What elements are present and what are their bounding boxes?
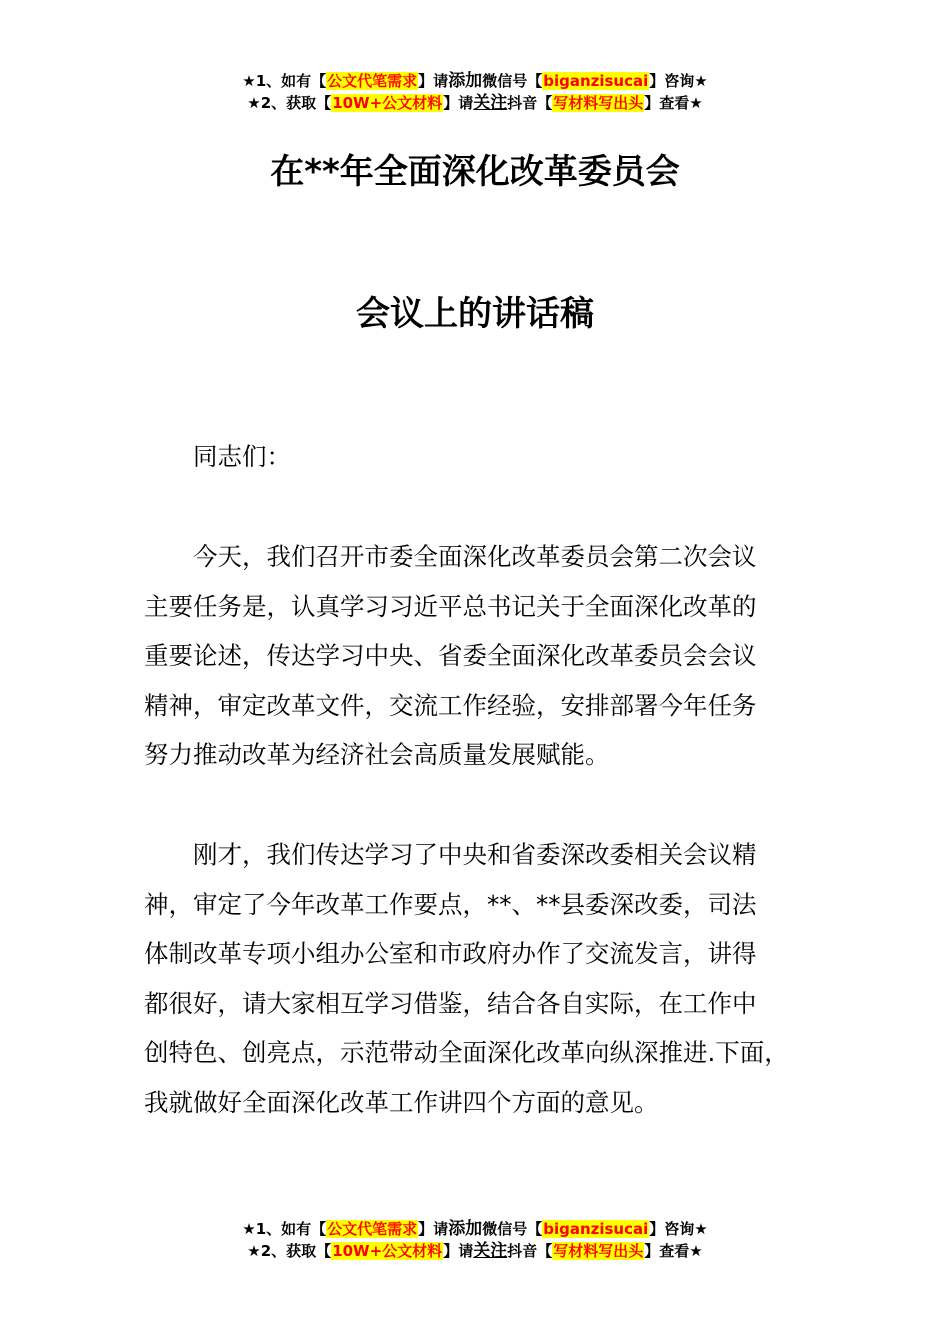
- document-title-line-1: 在**年全面深化改革委员会: [270, 152, 680, 192]
- promo-line-2: ★2、获取【10W+公文材料】请关注抖音【写材料写出头】查看★: [247, 93, 703, 113]
- paragraph-2: [144, 830, 834, 1127]
- text-line: 主要任务是，认真学习习近平总书记关于全面深化改革的: [144, 591, 757, 621]
- text-line: 体制改革专项小组办公室和市政府办作了交流发言，讲得: [144, 939, 757, 968]
- promo-line-2: ★2、获取【10W+公文材料】请关注抖音【写材料写出头】查看★: [247, 1241, 703, 1261]
- promo-footer: [0, 1218, 950, 1262]
- text-line: 努力推动改革为经济社会高质量发展赋能。: [144, 740, 610, 769]
- promo-highlight: 公文代笔需求: [327, 1220, 418, 1238]
- text-line: 今天，我们召开市委全面深化改革委员会第二次会议: [193, 542, 757, 571]
- document-title-line-2: 会议上的讲话稿: [356, 294, 594, 334]
- promo-douyin-id: 写材料写出头: [553, 1242, 644, 1260]
- text-line: 都很好，请大家相互学习借鉴，结合各自实际，在工作中: [144, 988, 757, 1018]
- text-line: 神，审定了今年改革工作要点，**、**县委深改委，司法: [144, 889, 757, 919]
- promo-wechat-id: biganzisucai: [543, 72, 649, 90]
- promo-highlight: 公文代笔需求: [327, 72, 418, 90]
- text-line: 刚才，我们传达学习了中央和省委深改委相关会议精: [193, 840, 757, 869]
- text-line: 重要论述，传达学习中央、省委全面深化改革委员会会议: [144, 641, 757, 670]
- promo-line-1: ★1、如有【公文代笔需求】请添加微信号【biganzisucai】咨询★: [242, 1219, 708, 1239]
- promo-highlight: 10W+公文材料: [332, 1242, 443, 1260]
- salutation: 同志们：: [193, 442, 291, 471]
- promo-header: [0, 70, 950, 114]
- promo-douyin-id: 写材料写出头: [553, 94, 644, 112]
- text-line: 我就做好全面深化改革工作讲四个方面的意见。: [144, 1087, 659, 1117]
- promo-line-1: ★1、如有【公文代笔需求】请添加微信号【biganzisucai】咨询★: [242, 71, 708, 91]
- text-line: 创特色、创亮点，示范带动全面深化改革向纵深推进.下面，: [144, 1038, 789, 1067]
- promo-wechat-id: biganzisucai: [543, 1220, 649, 1238]
- text-line: 精神，审定改革文件，交流工作经验，安排部署今年任务: [144, 690, 757, 720]
- paragraph-1: [144, 532, 834, 780]
- promo-highlight: 10W+公文材料: [332, 94, 443, 112]
